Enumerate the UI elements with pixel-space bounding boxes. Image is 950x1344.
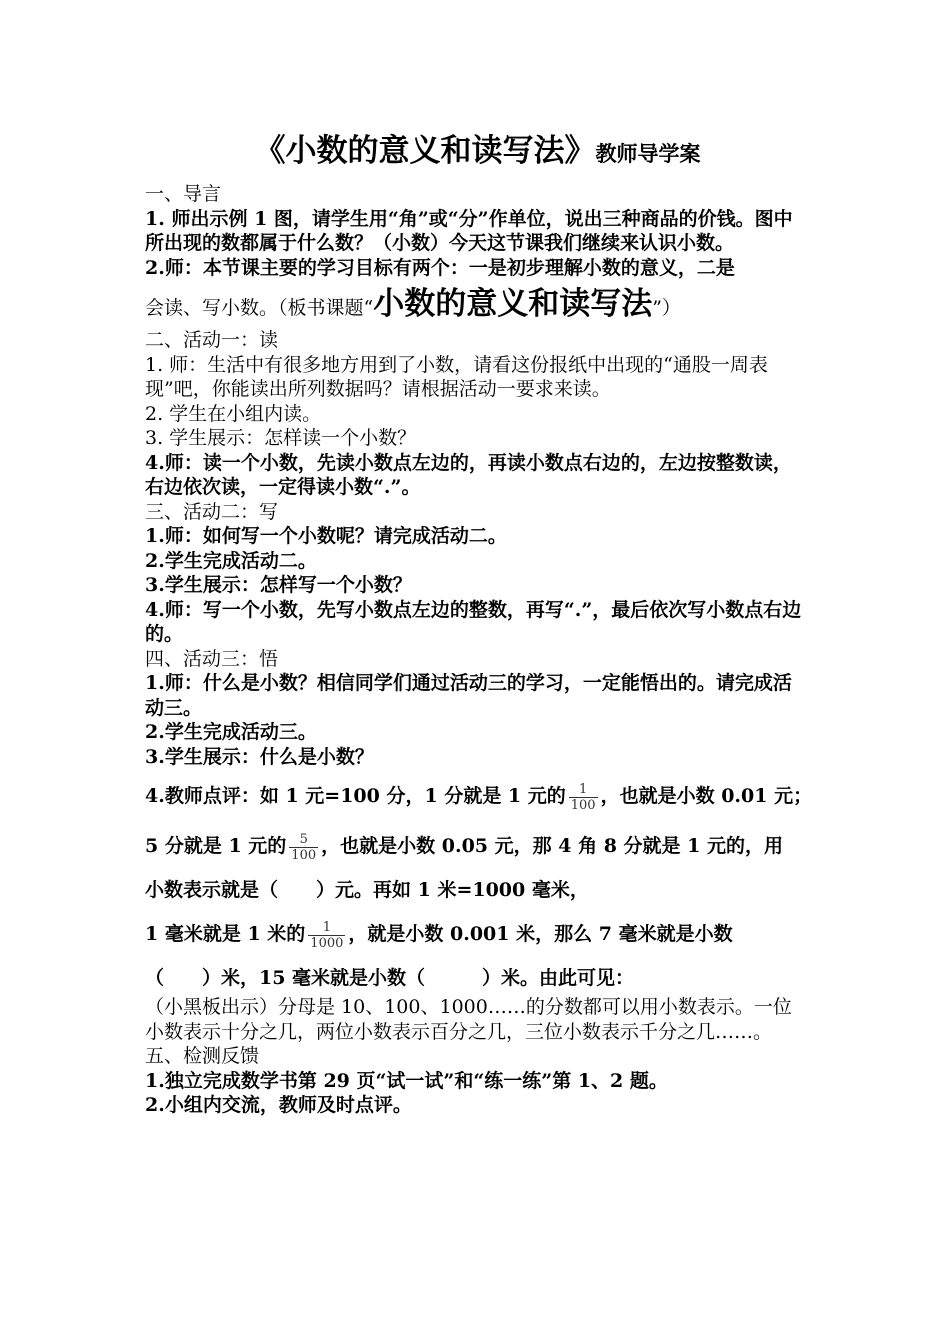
text-run: 5 分就是 1 元的: [145, 835, 287, 857]
paragraph: 3.学生展示：怎样写一个小数？: [145, 574, 412, 596]
title-main: 《小数的意义和读写法》: [254, 133, 596, 169]
paragraph: 1. 师：生活中有很多地方用到了小数，请看这份报纸中出现的“通股一周表现”吧，你能读出所列数据吗？请根据活动一要求来读。: [145, 353, 768, 400]
document-content: [145, 130, 813, 1118]
paragraph: 2.学生完成活动二。: [145, 549, 317, 572]
paragraph: 3.学生展示：什么是小数？: [145, 745, 374, 768]
paragraph: （小黑板出示）分母是 10、100、1000……的分数都可以用小数表示。一位小数表示十分之几，两位小数表示百分之几，三位小数表示千分之几……。: [145, 996, 792, 1043]
paragraph: 4.师：写一个小数，先写小数点左边的整数，再写“.”，最后依次写小数点右边的。: [145, 598, 802, 645]
paragraph-board-title: [145, 284, 810, 328]
fraction-1-1000: [308, 920, 345, 951]
text-run: ，就是小数 0.001 米，那么 7 毫米就是小数: [348, 923, 733, 945]
section-heading-feedback: 五、检测反馈: [145, 1045, 260, 1067]
board-title: 小数的意义和读写法: [373, 286, 653, 322]
fraction-denominator: 100: [570, 797, 596, 813]
fraction-5-100: [289, 832, 318, 863]
paragraph: （ ）米，15 毫米就是小数（ ）米。由此可见：: [145, 967, 635, 989]
fraction-denominator: 1000: [310, 935, 344, 951]
text-run: ，也就是小数 0.05 元，那 4 角 8 分就是 1 元的，用: [321, 835, 783, 857]
paragraph: 4.师：读一个小数，先读小数点左边的，再读小数点右边的，左边按整数读，右边依次读，一定得读小数“.”。: [145, 451, 792, 498]
page-title: [145, 130, 810, 176]
title-suffix: 教师导学案: [595, 142, 701, 166]
text-run: 4.教师点评：如 1 元=100 分，1 分就是 1 元的: [145, 785, 566, 807]
section-heading-activity-1: 二、活动一：读: [145, 329, 279, 351]
paragraph: 小数表示就是（ ）元。再如 1 米=1000 毫米，: [145, 879, 589, 901]
paragraph: 2.学生完成活动三。: [145, 721, 317, 743]
section-heading-activity-3: 四、活动三：悟: [145, 647, 279, 670]
section-heading-activity-2: 三、活动二：写: [145, 500, 279, 523]
section-heading-intro: 一、导言: [145, 183, 222, 205]
paragraph: 2. 学生在小组内读。: [145, 402, 322, 425]
text-run: ，也就是小数 0.01 元；: [600, 785, 813, 807]
paragraph-with-fraction: [145, 823, 810, 869]
paragraph: 1.师：如何写一个小数呢？请完成活动二。: [145, 525, 507, 547]
paragraph: 3. 学生展示：怎样读一个小数？: [145, 427, 417, 449]
paragraph: 1.师：什么是小数？相信同学们通过活动三的学习，一定能悟出的。请完成活动三。: [145, 672, 792, 719]
text-run: 1 毫米就是 1 米的: [145, 923, 306, 945]
fraction-numerator: 5: [299, 831, 308, 847]
fraction-denominator: 100: [291, 847, 317, 863]
fraction-1-100: [569, 782, 598, 813]
fraction-numerator: 1: [322, 919, 331, 935]
fraction-numerator: 1: [579, 781, 588, 797]
text-run: 会读、写小数。（板书课题“: [145, 297, 374, 319]
text-run: ”）: [652, 297, 681, 319]
paragraph-with-fraction: [145, 911, 810, 957]
paragraph: 2.师：本节课主要的学习目标有两个：一是初步理解小数的意义，二是: [145, 256, 735, 279]
paragraph: 1. 师出示例 1 图，请学生用“角”或“分”作单位，说出三种商品的价钱。图中所出现的数都属于什么数？（小数）今天这节课我们继续来认识小数。: [145, 207, 793, 254]
paragraph: 1.独立完成数学书第 29 页“试一试”和“练一练”第 1、2 题。: [145, 1069, 668, 1092]
paragraph: 2.小组内交流，教师及时点评。: [145, 1094, 412, 1116]
paragraph-with-fraction: [145, 773, 813, 819]
